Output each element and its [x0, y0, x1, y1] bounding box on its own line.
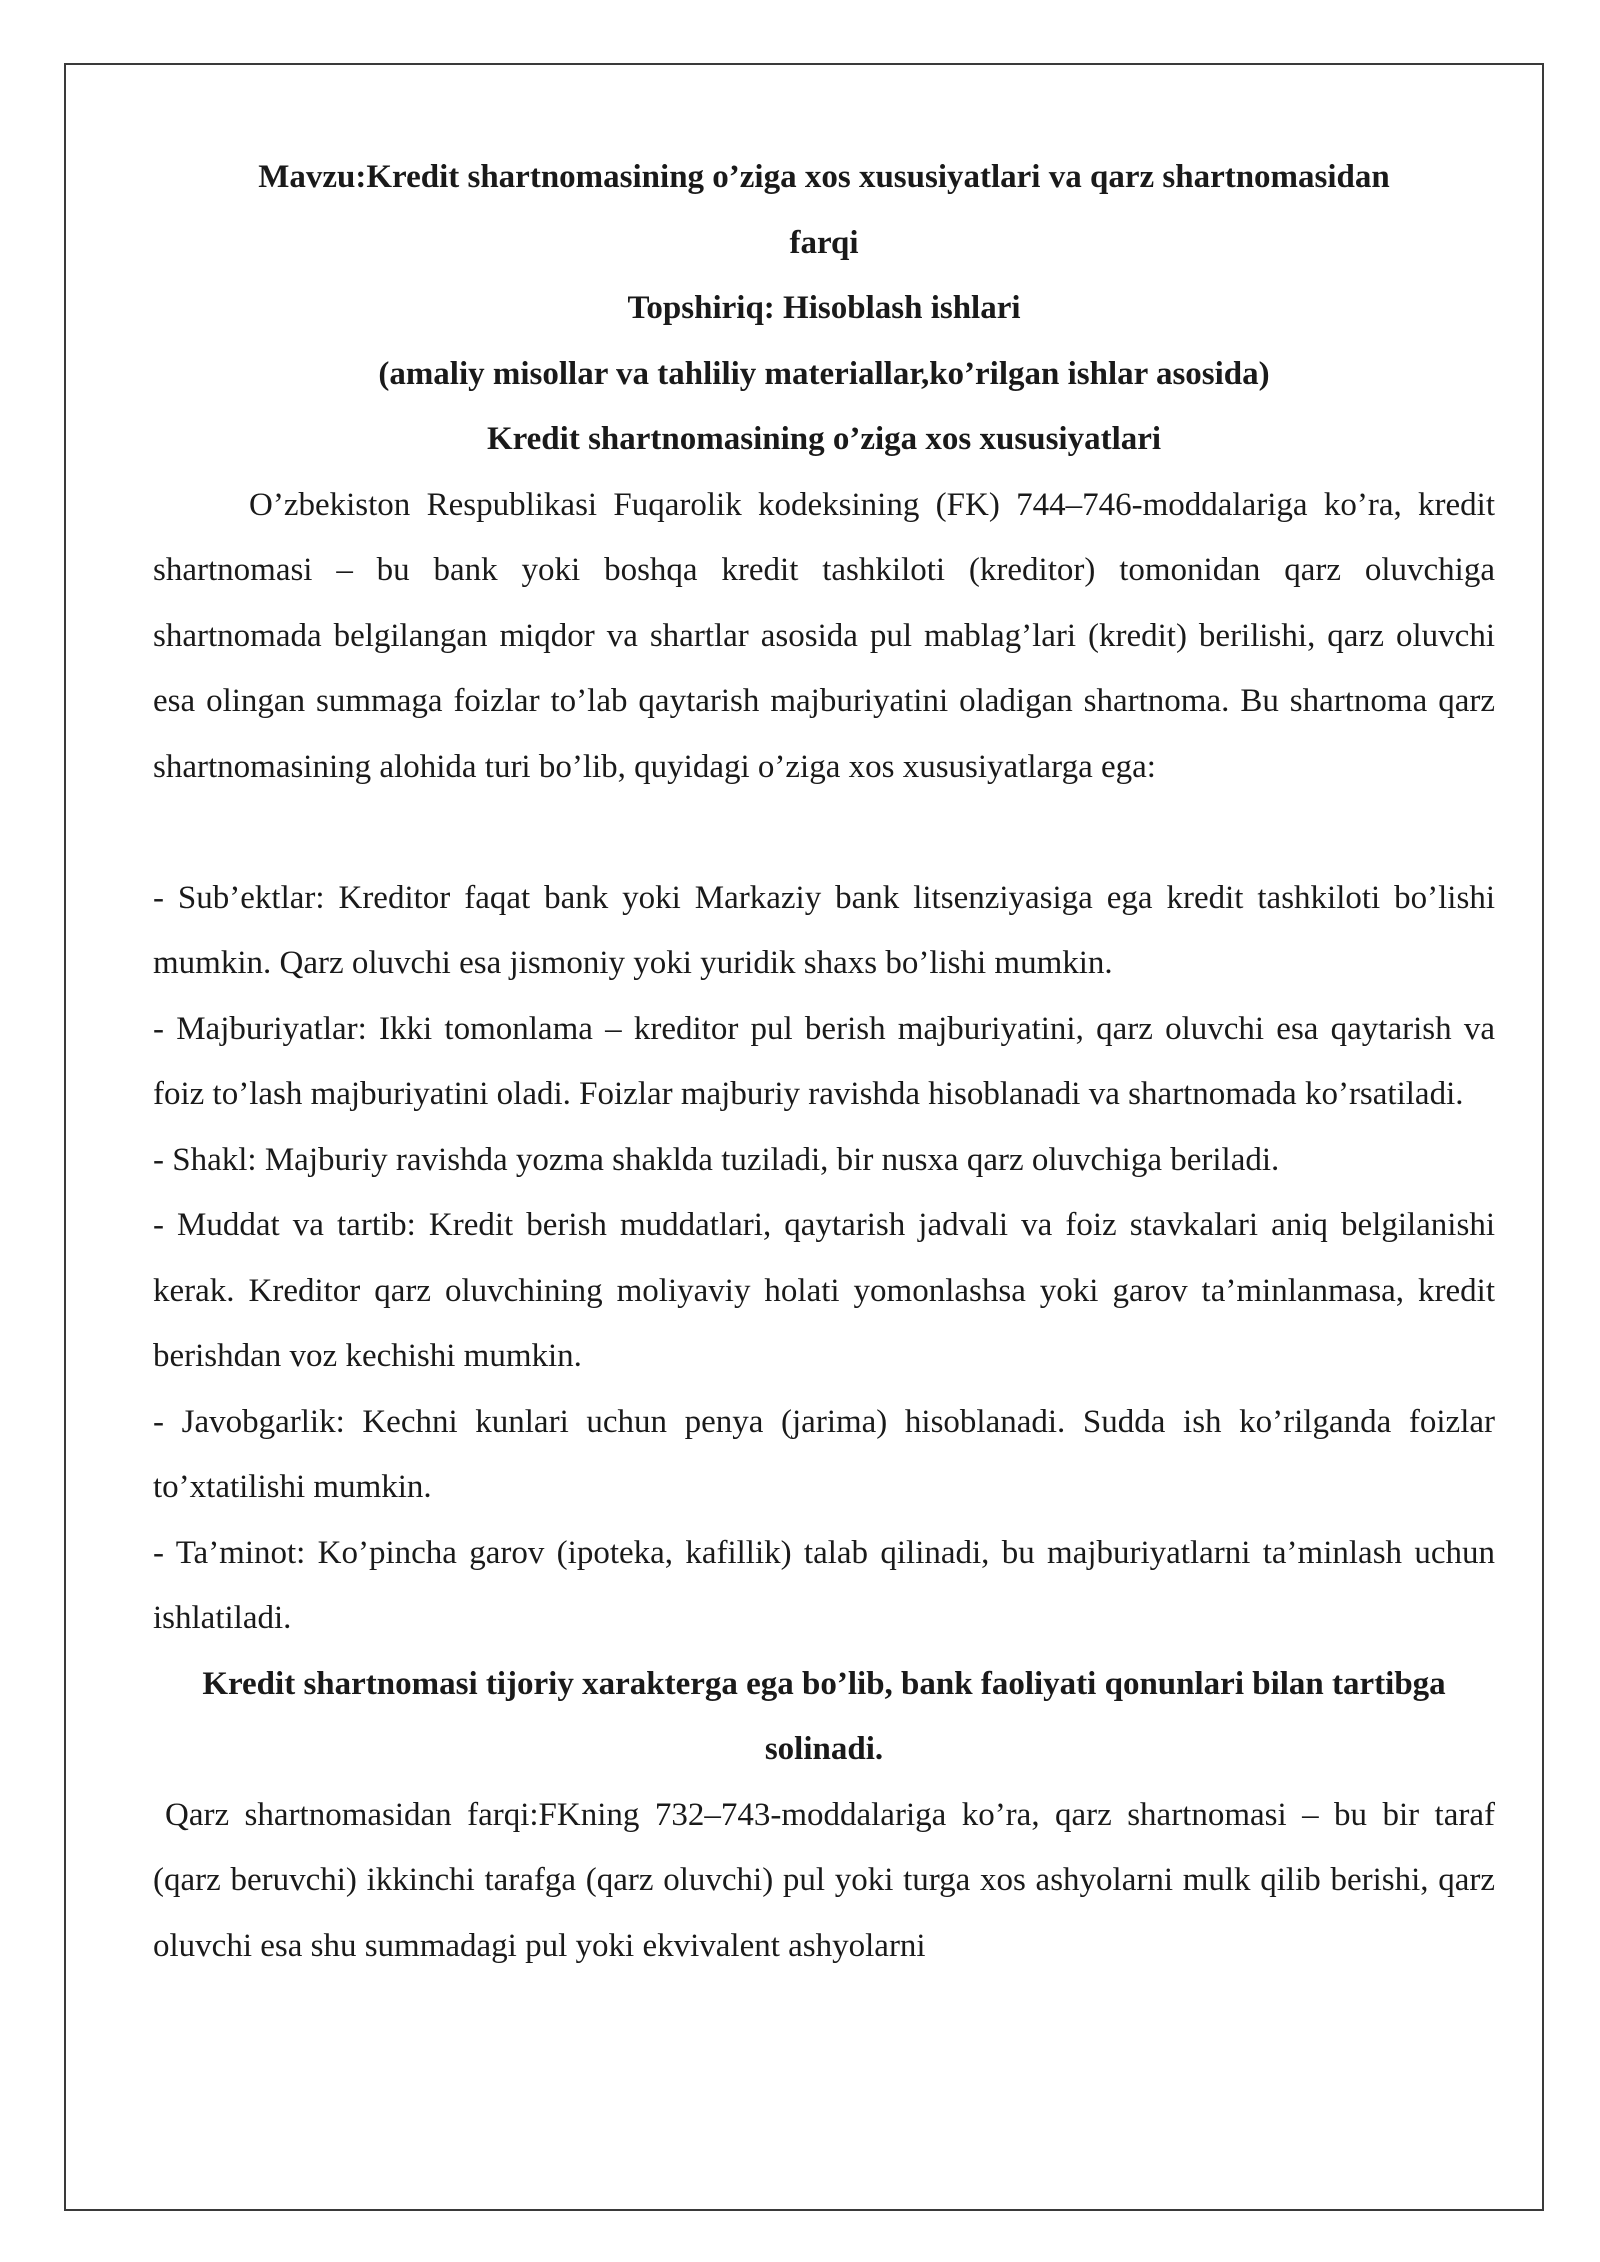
feature-term-order: - Muddat va tartib: Kredit berish muddatlari, qaytarish jadvali va foiz stavkalari aniq belgilanishi kerak. Kreditor qarz oluvchining moliyaviy holati yomonlashsa yoki garov ta’minlanmasa, kredit berishdan voz kechishi mumkin.	[153, 1207, 1495, 1374]
document-body	[153, 145, 1495, 1979]
topic-title-line2: farqi	[789, 224, 859, 261]
feature-form: - Shakl: Majburiy ravishda yozma shaklda tuziladi, bir nusxa qarz oluvchiga beriladi.	[153, 1141, 1280, 1178]
task-title: Topshiriq: Hisoblash ishlari	[627, 290, 1021, 326]
feature-obligations: - Majburiyatlar: Ikki tomonlama – kreditor pul berish majburiyatini, qarz oluvchi esa qaytarish va foiz to’lash majburiyatini oladi. Foizlar majburiy ravishda hisoblanadi va shartnomada ko’rsatiladi.	[153, 1010, 1495, 1112]
closing-paragraph: Qarz shartnomasidan farqi:FKning 732–743-moddalariga ko’ra, qarz shartnomasi – bu bir taraf (qarz beruvchi) ikkinchi tarafga (qarz oluvchi) pul yoki turga xos ashyolarni mulk qilib berishi, qarz oluvchi esa shu summadagi pul yoki ekvivalent ashyolarni	[153, 1796, 1495, 1964]
intro-paragraph: O’zbekiston Respublikasi Fuqarolik kodeksining (FK) 744–746-moddalariga ko’ra, kredit shartnomasi – bu bank yoki boshqa kredit tashkiloti (kreditor) tomonidan qarz oluvchiga shartnomada belgilangan miqdor va shartlar asosida pul mablag’lari (kredit) berilishi, qarz oluvchi esa olingan summaga foizlar to’lab qaytarish majburiyatini oladigan shartnoma. Bu shartnoma qarz shartnomasining alohida turi bo’lib, quyidagi o’ziga xos xususiyatlarga ega:	[153, 486, 1495, 785]
feature-subjects: - Sub’ektlar: Kreditor faqat bank yoki Markaziy bank litsenziyasiga ega kredit tashkiloti bo’lishi mumkin. Qarz oluvchi esa jismoniy yoki yuridik shaxs bo’lishi mumkin.	[153, 879, 1495, 981]
section-title: Kredit shartnomasining o’ziga xos xususiyatlari	[486, 421, 1162, 457]
blank-line	[153, 800, 1495, 866]
subtitle: (amaliy misollar va tahliliy materiallar,ko’rilgan ishlar asosida)	[378, 355, 1270, 392]
feature-security: - Ta’minot: Ko’pincha garov (ipoteka, kafillik) talab qilinadi, bu majburiyatlarni ta’minlash uchun ishlatiladi.	[153, 1534, 1495, 1636]
topic-title-line1: Mavzu:Kredit shartnomasining o’ziga xos xususiyatlari va qarz shartnomasidan	[258, 159, 1390, 195]
feature-liability: - Javobgarlik: Kechni kunlari uchun penya (jarima) hisoblanadi. Sudda ish ko’rilganda foizlar to’xtatilishi mumkin.	[153, 1403, 1495, 1505]
bold-conclusion: Kredit shartnomasi tijoriy xarakterga ega bo’lib, bank faoliyati qonunlari bilan tartibga solinadi.	[202, 1665, 1446, 1767]
